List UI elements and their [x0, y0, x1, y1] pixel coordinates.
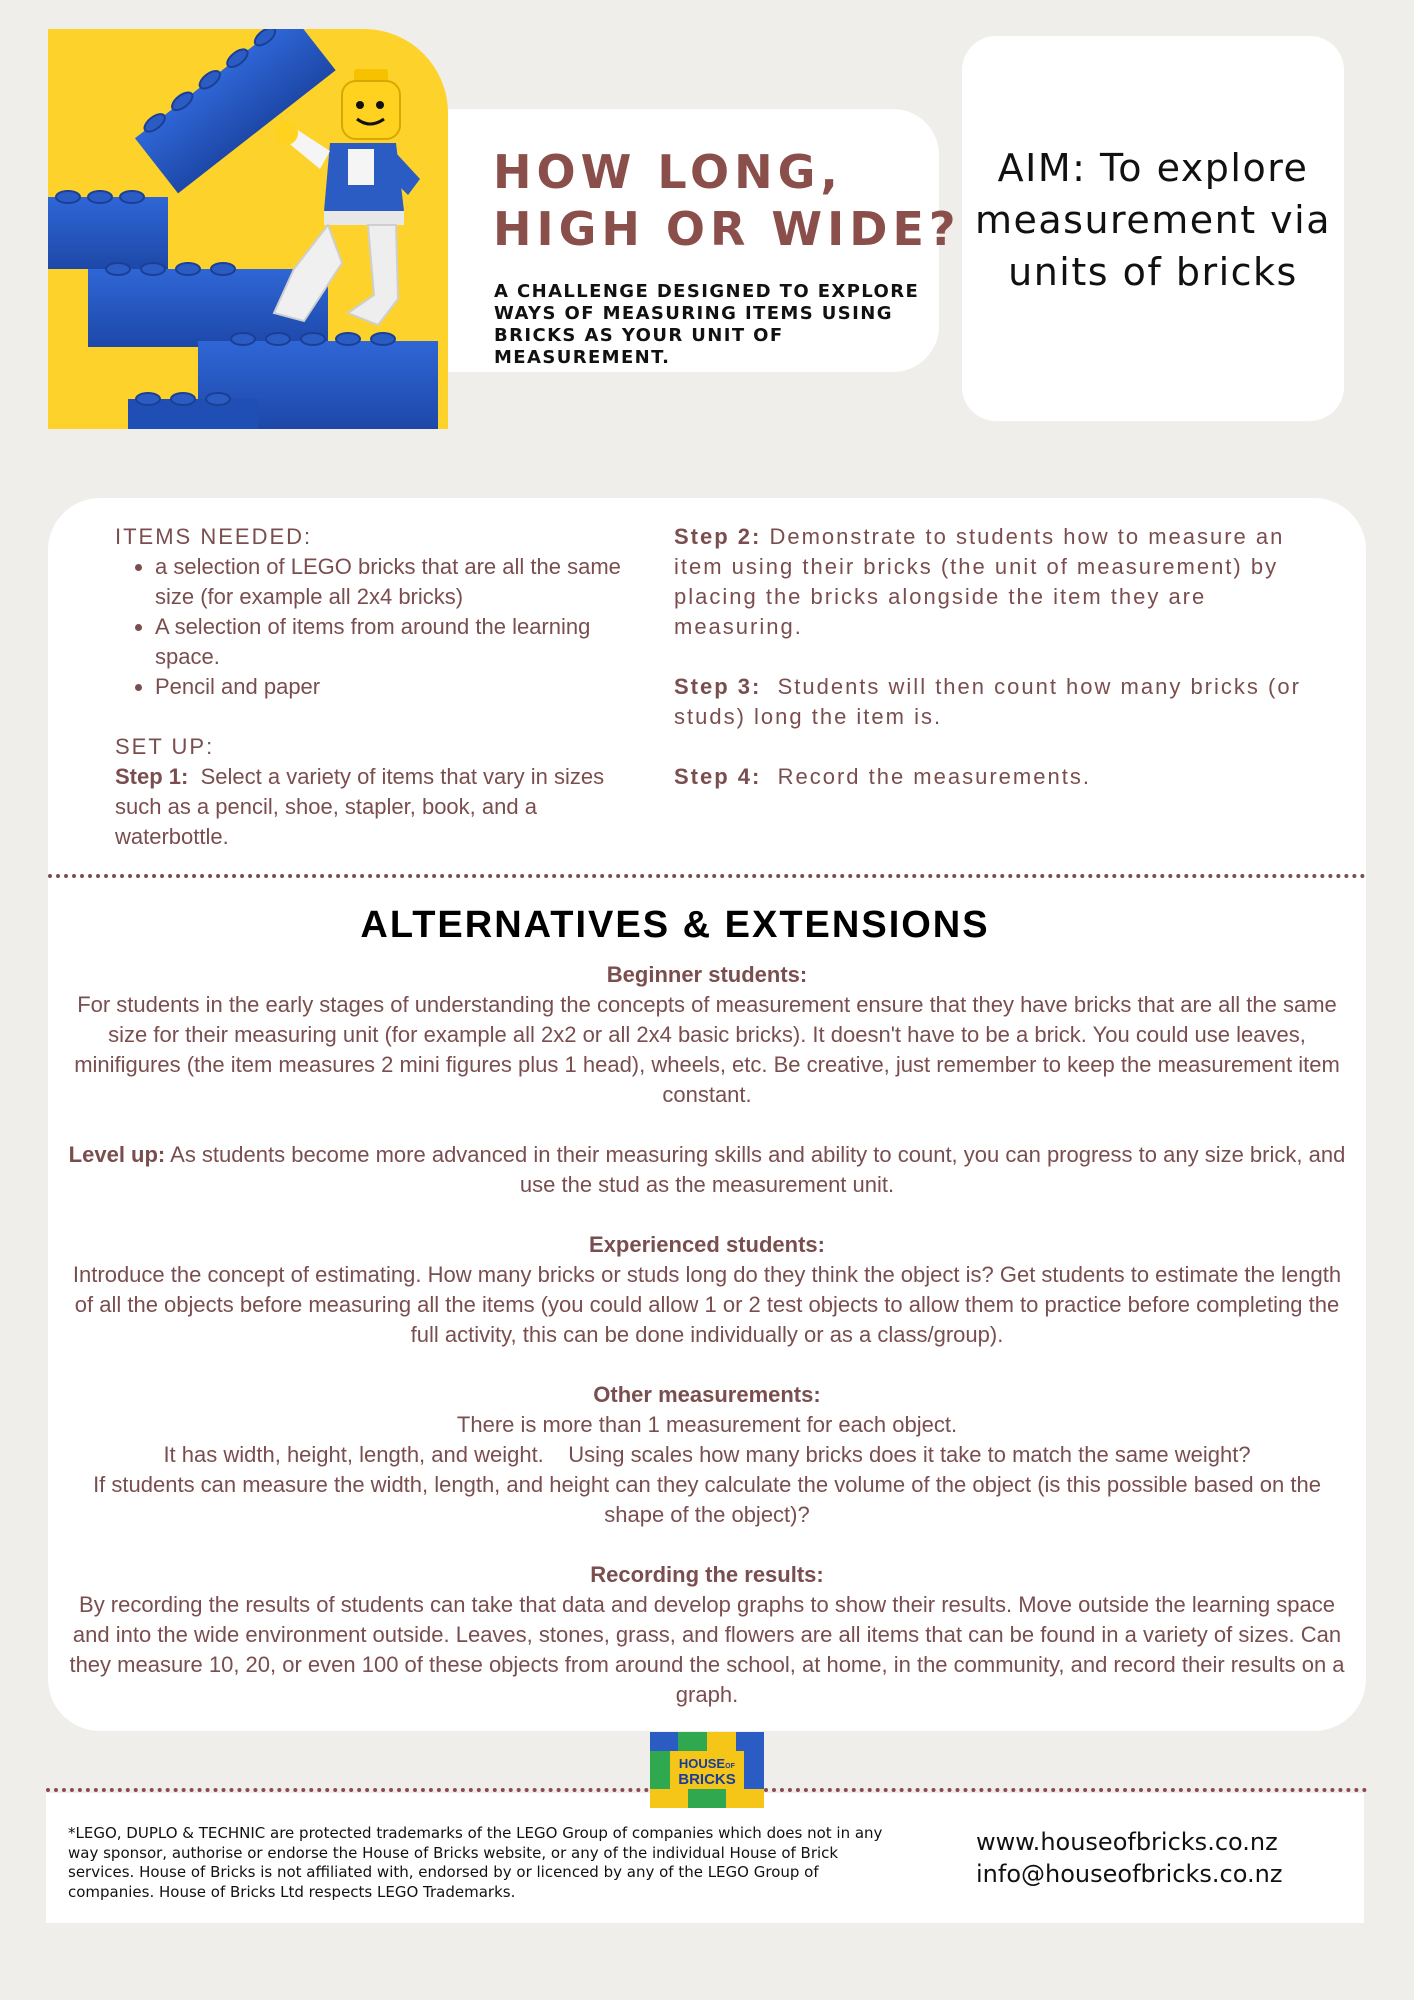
step-4	[674, 762, 1334, 792]
step-1-label: Step 1:	[115, 764, 189, 789]
other-measurements-line: It has width, height, length, and weight. Using scales how many bricks does it take to match the same weight?	[163, 1442, 1251, 1467]
other-measurements-section	[62, 1380, 1352, 1530]
page-subtitle: A CHALLENGE DESIGNED TO EXPLORE WAYS OF MEASURING ITEMS USING BRICKS AS YOUR UNIT OF MEASUREMENT.	[494, 281, 920, 368]
title-line-2: HIGH OR WIDE?	[493, 202, 961, 256]
hero-image	[48, 29, 448, 429]
email-link[interactable]: info@houseofbricks.co.nz	[976, 1860, 1283, 1888]
lego-bricks-illustration	[48, 29, 448, 429]
step-4-label: Step 4:	[674, 764, 762, 789]
level-up-text: As students become more advanced in their measuring skills and ability to count, you can progress to any size brick, and use the stud as the measurement unit.	[165, 1142, 1346, 1197]
beginner-text: For students in the early stages of understanding the concepts of measurement ensure that they have bricks that are all the same size for their measuring unit (for example all 2x2 or all 2x4 basic bricks). It doesn't have to be a brick. You could use leaves, minifigures (the item measures 2 mini figures plus 1 head), wheels, etc. Be creative, just remember to keep the measurement item constant.	[74, 992, 1340, 1107]
other-measurements-heading: Other measurements:	[593, 1382, 821, 1407]
experienced-heading: Experienced students:	[589, 1232, 825, 1257]
trademark-disclaimer: *LEGO, DUPLO & TECHNIC are protected trademarks of the LEGO Group of companies which does not in any way sponsor, authorise or endorse the House of Bricks website, or any of the individual House of Brick services. House of Bricks is not affiliated with, endorsed by or licenced by any of the LEGO Group of companies. House of Bricks Ltd respects LEGO Trademarks.	[68, 1824, 883, 1901]
experienced-text: Introduce the concept of estimating. How many bricks or studs long do they think the object is? Get students to estimate the length of all the objects before measuring all the items (you could allow 1 or 2 test objects to allow them to practice before completing the full activity, this can be done individually or as a class/group).	[72, 1262, 1342, 1347]
step-2-label: Step 2:	[674, 524, 762, 549]
step-3-label: Step 3:	[674, 674, 762, 699]
step-4-text: Record the measurements.	[761, 764, 1091, 789]
items-needed-list	[115, 552, 645, 702]
logo-word-bricks: BRICKS	[678, 1771, 736, 1788]
logo-word-of: OF	[725, 1763, 735, 1770]
step-3-text: Students will then count how many bricks (or studs) long the item is.	[674, 674, 1310, 729]
alternatives-title: ALTERNATIVES & EXTENSIONS	[360, 904, 990, 946]
recording-section	[62, 1560, 1352, 1710]
steps-column	[674, 522, 1334, 822]
contact-info	[976, 1826, 1296, 1890]
level-up-section	[62, 1140, 1352, 1200]
other-measurements-line: If students can measure the width, length, and height can they calculate the volume of the object (is this possible based on the shape of the object)?	[93, 1472, 1321, 1527]
step-1-text: Select a variety of items that vary in sizes such as a pencil, shoe, stapler, book, and a waterbottle.	[115, 764, 611, 849]
setup-heading: SET UP:	[115, 734, 215, 759]
section-divider	[48, 874, 1366, 878]
step-2-text: Demonstrate to students how to measure an item using their bricks (the unit of measurement) by placing the bricks alongside the item they are measuring.	[674, 524, 1293, 639]
items-needed-heading: ITEMS NEEDED:	[115, 524, 313, 549]
list-item: • a selection of LEGO bricks that are all the same size (for example all 2x4 bricks)	[155, 552, 645, 612]
alternatives-body	[62, 960, 1352, 1740]
logo-word-house: HOUSE	[678, 1756, 726, 1771]
beginner-heading: Beginner students:	[606, 962, 808, 987]
recording-text: By recording the results of students can take that data and develop graphs to show their results. Move outside the learning space and into the wide environment outside. Leaves, stones, grass, and flowers are all items that can be found in a variety of sizes. Can they measure 10, 20, or even 100 of these objects from around the school, at home, in the community, and record their results on a graph.	[69, 1592, 1345, 1707]
step-1	[115, 762, 645, 852]
website-link[interactable]: www.houseofbricks.co.nz	[976, 1828, 1278, 1856]
experienced-section	[62, 1230, 1352, 1350]
page-title	[493, 144, 961, 258]
recording-heading: Recording the results:	[590, 1562, 824, 1587]
items-and-setup-column	[115, 522, 645, 852]
step-2	[674, 522, 1334, 642]
aim-statement: AIM: To explore measurement via units of bricks	[974, 145, 1332, 294]
other-measurements-line: There is more than 1 measurement for each object.	[456, 1412, 958, 1437]
title-line-1: HOW LONG,	[493, 145, 843, 199]
level-up-label: Level up:	[68, 1142, 166, 1167]
list-item: • A selection of items from around the learning space.	[155, 612, 645, 672]
step-3	[674, 672, 1334, 732]
list-item: • Pencil and paper	[155, 672, 645, 702]
aim-card	[962, 36, 1344, 421]
beginner-section	[62, 960, 1352, 1110]
house-of-bricks-logo	[650, 1732, 764, 1808]
